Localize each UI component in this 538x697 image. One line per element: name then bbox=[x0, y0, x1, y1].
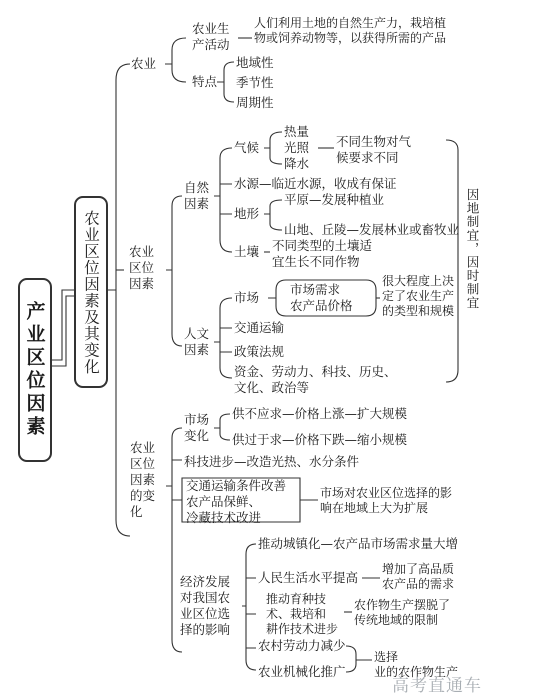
economy-label: 经济发展 对我国农 业区位选 择的影响 bbox=[180, 574, 231, 637]
human-label: 人文 因素 bbox=[184, 326, 210, 357]
connector-climate bbox=[264, 132, 282, 164]
economy-living: 人民生活水平提高 bbox=[258, 570, 359, 585]
transport-item: 交通运输 bbox=[234, 320, 285, 335]
terrain-hill: 山地、丘陵—发展林业或畜牧业 bbox=[284, 222, 460, 237]
level1-label: 农业区位因素及其变化 bbox=[82, 209, 100, 375]
market-change-label: 市场 变化 bbox=[184, 412, 210, 443]
features-label: 特点 bbox=[192, 74, 218, 89]
market-change-up: 供不应求—价格上涨—扩大规模 bbox=[232, 406, 408, 421]
connector-human-mid bbox=[220, 328, 232, 352]
terrain-plain: 平原—发展种植业 bbox=[284, 192, 385, 207]
market-items: 市场需求 农产品价格 bbox=[290, 282, 353, 313]
connector-natural-mid bbox=[220, 184, 232, 214]
connector-changes-mid bbox=[172, 460, 182, 500]
other-item: 资金、劳动力、科技、历史、 文化、政治等 bbox=[234, 364, 397, 395]
connector-terrain bbox=[264, 200, 282, 230]
soil-desc: 不同类型的土壤适 宜生长不同作物 bbox=[272, 238, 373, 269]
root-topic bbox=[18, 278, 52, 462]
economy-breeding: 推动育种技 术、栽培和 耕作技术进步 bbox=[266, 592, 339, 636]
changes-label: 农业 区位 因素 的变 化 bbox=[130, 440, 156, 519]
economy-labor: 农村劳动力减少 bbox=[258, 638, 346, 653]
climate-item-0: 热量 bbox=[284, 124, 310, 139]
climate-item-2: 降水 bbox=[284, 156, 310, 171]
connector-natural-bracket bbox=[214, 148, 232, 252]
connector-factors-bracket bbox=[166, 196, 182, 346]
connector-economy-mid bbox=[246, 578, 256, 648]
market-desc: 很大程度上决 定了农业生产 的类型和规模 bbox=[382, 274, 455, 318]
tech-change: 科技进步—改造光热、水分条件 bbox=[184, 454, 360, 469]
production-desc: 人们利用土地的自然生产力，栽培植 物或饲养动物等，以获得所需的产品 bbox=[254, 16, 447, 45]
natural-label: 自然 因素 bbox=[184, 180, 210, 211]
terrain-label: 地形 bbox=[234, 206, 260, 221]
connector-economy-bracket bbox=[242, 544, 256, 670]
agriculture-label: 农业 bbox=[131, 56, 157, 71]
economy-mechan: 农业机械化推广 bbox=[258, 664, 346, 679]
soil-label: 土壤 bbox=[234, 244, 260, 259]
policy-item: 政策法规 bbox=[234, 344, 285, 359]
feature-item-1: 季节性 bbox=[236, 75, 274, 90]
connector-agri-bracket bbox=[165, 38, 186, 82]
connector-market-change bbox=[214, 414, 230, 440]
production-label: 农业生 产活动 bbox=[192, 21, 230, 52]
economy-breeding-desc: 农作物生产摆脱了 传统地域的限制 bbox=[354, 598, 451, 627]
water-item: 水源—临近水源，收成有保证 bbox=[234, 176, 397, 191]
transport-change-items: 交通运输条件改善 农产品保鲜、 冷藏技术改进 bbox=[186, 478, 287, 525]
side-note: 因地制宜，因时制宜 bbox=[465, 188, 480, 310]
climate-item-1: 光照 bbox=[284, 140, 310, 155]
transport-change-desc: 市场对农业区位选择的影 响在地域上大为扩展 bbox=[320, 486, 453, 515]
watermark: 高考直通车 bbox=[392, 676, 482, 696]
feature-item-2: 周期性 bbox=[236, 95, 274, 110]
economy-living-desc: 增加了高品质 农产品的需求 bbox=[382, 562, 455, 591]
economy-urban: 推动城镇化—农产品市场需求量大增 bbox=[258, 536, 459, 551]
root-label: 产业区位因素 bbox=[23, 301, 46, 439]
economy-select-desc: 选择 业的农作物生产 bbox=[374, 650, 459, 679]
connector-side-bracket bbox=[446, 140, 458, 382]
connector-labor-bracket bbox=[346, 646, 372, 672]
connector-features bbox=[217, 62, 234, 102]
climate-desc: 不同生物对气 候要求不同 bbox=[336, 134, 412, 165]
level1-topic bbox=[74, 196, 108, 388]
factors-label: 农业 区位 因素 bbox=[129, 244, 155, 291]
feature-item-0: 地域性 bbox=[236, 55, 274, 70]
connector-human-bracket bbox=[214, 298, 232, 378]
market-change-down: 供过于求—价格下跌—缩小规模 bbox=[232, 432, 408, 447]
market-label: 市场 bbox=[234, 290, 260, 305]
climate-label: 气候 bbox=[234, 140, 260, 155]
